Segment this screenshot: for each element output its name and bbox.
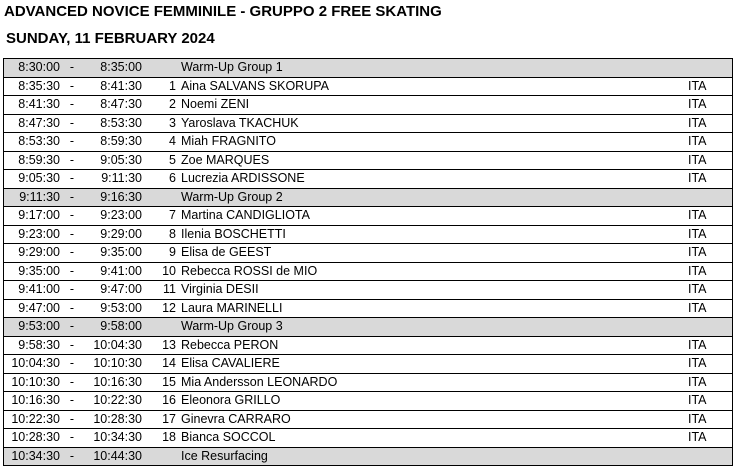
end-time: 9:23:00 — [84, 207, 142, 226]
start-number: 11 — [142, 281, 181, 300]
time-separator: - — [60, 225, 84, 244]
end-time: 9:29:00 — [84, 225, 142, 244]
nation-code: ITA — [688, 96, 733, 115]
skater-name: Eleonora GRILLO — [181, 392, 688, 411]
time-separator: - — [60, 96, 84, 115]
start-time: 9:47:00 — [4, 299, 61, 318]
schedule-skater-row — [4, 151, 733, 170]
start-time: 9:29:00 — [4, 244, 61, 263]
start-number — [142, 59, 181, 78]
schedule-skater-row — [4, 410, 733, 429]
schedule-break-row — [4, 447, 733, 466]
schedule-break-row — [4, 318, 733, 337]
skater-name: Rebecca ROSSI de MIO — [181, 262, 688, 281]
skater-name: Ginevra CARRARO — [181, 410, 688, 429]
schedule-skater-row — [4, 225, 733, 244]
end-time: 10:28:30 — [84, 410, 142, 429]
time-separator: - — [60, 188, 84, 207]
segment-label: Warm-Up Group 3 — [181, 318, 688, 337]
start-number: 17 — [142, 410, 181, 429]
start-number — [142, 188, 181, 207]
start-time: 9:23:00 — [4, 225, 61, 244]
start-time: 8:59:30 — [4, 151, 61, 170]
nation-code: ITA — [688, 299, 733, 318]
time-separator: - — [60, 133, 84, 152]
end-time: 9:53:00 — [84, 299, 142, 318]
skater-name: Ilenia BOSCHETTI — [181, 225, 688, 244]
nation-code: ITA — [688, 355, 733, 374]
segment-label: Ice Resurfacing — [181, 447, 688, 466]
end-time: 9:05:30 — [84, 151, 142, 170]
start-time: 9:53:00 — [4, 318, 61, 337]
end-time: 8:59:30 — [84, 133, 142, 152]
start-number: 16 — [142, 392, 181, 411]
start-number: 3 — [142, 114, 181, 133]
schedule-skater-row — [4, 392, 733, 411]
schedule-skater-row — [4, 355, 733, 374]
nation-code — [688, 447, 733, 466]
nation-code: ITA — [688, 244, 733, 263]
start-number — [142, 447, 181, 466]
time-separator: - — [60, 318, 84, 337]
start-time: 8:35:30 — [4, 77, 61, 96]
start-time: 10:16:30 — [4, 392, 61, 411]
page-title: ADVANCED NOVICE FEMMINILE - GRUPPO 2 FREE SKATING — [4, 3, 442, 20]
start-number: 15 — [142, 373, 181, 392]
end-time: 10:22:30 — [84, 392, 142, 411]
skater-name: Martina CANDIGLIOTA — [181, 207, 688, 226]
schedule-skater-row — [4, 207, 733, 226]
start-time: 9:17:00 — [4, 207, 61, 226]
nation-code: ITA — [688, 170, 733, 189]
end-time: 10:34:30 — [84, 429, 142, 448]
start-number: 8 — [142, 225, 181, 244]
time-separator: - — [60, 244, 84, 263]
skater-name: Aina SALVANS SKORUPA — [181, 77, 688, 96]
end-time: 10:04:30 — [84, 336, 142, 355]
schedule-skater-row — [4, 281, 733, 300]
start-time: 9:35:00 — [4, 262, 61, 281]
schedule-skater-row — [4, 244, 733, 263]
time-separator: - — [60, 281, 84, 300]
nation-code: ITA — [688, 225, 733, 244]
schedule-skater-row — [4, 133, 733, 152]
start-time: 8:53:30 — [4, 133, 61, 152]
time-separator: - — [60, 170, 84, 189]
start-time: 9:05:30 — [4, 170, 61, 189]
start-number: 9 — [142, 244, 181, 263]
nation-code: ITA — [688, 133, 733, 152]
start-number: 2 — [142, 96, 181, 115]
schedule-skater-row — [4, 336, 733, 355]
start-time: 9:41:00 — [4, 281, 61, 300]
time-separator: - — [60, 336, 84, 355]
end-time: 9:35:00 — [84, 244, 142, 263]
start-number: 10 — [142, 262, 181, 281]
start-time: 10:04:30 — [4, 355, 61, 374]
nation-code — [688, 59, 733, 78]
time-separator: - — [60, 207, 84, 226]
start-time: 10:34:30 — [4, 447, 61, 466]
skater-name: Elisa CAVALIERE — [181, 355, 688, 374]
nation-code — [688, 318, 733, 337]
nation-code: ITA — [688, 114, 733, 133]
start-time: 10:28:30 — [4, 429, 61, 448]
skater-name: Laura MARINELLI — [181, 299, 688, 318]
skater-name: Miah FRAGNITO — [181, 133, 688, 152]
time-separator: - — [60, 355, 84, 374]
segment-label: Warm-Up Group 1 — [181, 59, 688, 78]
end-time: 10:16:30 — [84, 373, 142, 392]
skater-name: Lucrezia ARDISSONE — [181, 170, 688, 189]
end-time: 10:44:30 — [84, 447, 142, 466]
start-time: 8:47:30 — [4, 114, 61, 133]
nation-code: ITA — [688, 410, 733, 429]
start-number: 18 — [142, 429, 181, 448]
start-number — [142, 318, 181, 337]
event-date: SUNDAY, 11 FEBRUARY 2024 — [6, 30, 215, 47]
start-time: 9:58:30 — [4, 336, 61, 355]
skater-name: Rebecca PERON — [181, 336, 688, 355]
end-time: 9:47:00 — [84, 281, 142, 300]
schedule-skater-row — [4, 429, 733, 448]
skater-name: Yaroslava TKACHUK — [181, 114, 688, 133]
nation-code: ITA — [688, 262, 733, 281]
start-number: 6 — [142, 170, 181, 189]
nation-code — [688, 188, 733, 207]
start-number: 7 — [142, 207, 181, 226]
end-time: 8:35:00 — [84, 59, 142, 78]
nation-code: ITA — [688, 373, 733, 392]
time-separator: - — [60, 77, 84, 96]
time-separator: - — [60, 447, 84, 466]
schedule-skater-row — [4, 170, 733, 189]
skater-name: Zoe MARQUES — [181, 151, 688, 170]
schedule-skater-row — [4, 114, 733, 133]
schedule-break-row — [4, 188, 733, 207]
end-time: 9:16:30 — [84, 188, 142, 207]
time-separator: - — [60, 59, 84, 78]
time-separator: - — [60, 262, 84, 281]
time-separator: - — [60, 410, 84, 429]
start-number: 14 — [142, 355, 181, 374]
start-time: 8:30:00 — [4, 59, 61, 78]
start-time: 10:22:30 — [4, 410, 61, 429]
skater-name: Noemi ZENI — [181, 96, 688, 115]
start-number: 13 — [142, 336, 181, 355]
start-time: 10:10:30 — [4, 373, 61, 392]
schedule-skater-row — [4, 96, 733, 115]
schedule-table — [3, 58, 733, 466]
time-separator: - — [60, 299, 84, 318]
nation-code: ITA — [688, 151, 733, 170]
time-separator: - — [60, 151, 84, 170]
time-separator: - — [60, 429, 84, 448]
nation-code: ITA — [688, 281, 733, 300]
start-number: 1 — [142, 77, 181, 96]
schedule-skater-row — [4, 77, 733, 96]
start-time: 9:11:30 — [4, 188, 61, 207]
nation-code: ITA — [688, 336, 733, 355]
start-number: 5 — [142, 151, 181, 170]
skater-name: Bianca SOCCOL — [181, 429, 688, 448]
skater-name: Elisa de GEEST — [181, 244, 688, 263]
schedule-skater-row — [4, 299, 733, 318]
end-time: 9:11:30 — [84, 170, 142, 189]
nation-code: ITA — [688, 207, 733, 226]
end-time: 10:10:30 — [84, 355, 142, 374]
skater-name: Mia Andersson LEONARDO — [181, 373, 688, 392]
nation-code: ITA — [688, 392, 733, 411]
start-number: 4 — [142, 133, 181, 152]
schedule-body — [4, 59, 733, 466]
end-time: 9:58:00 — [84, 318, 142, 337]
start-time: 8:41:30 — [4, 96, 61, 115]
nation-code: ITA — [688, 77, 733, 96]
time-separator: - — [60, 373, 84, 392]
time-separator: - — [60, 392, 84, 411]
end-time: 8:47:30 — [84, 96, 142, 115]
end-time: 8:53:30 — [84, 114, 142, 133]
schedule-skater-row — [4, 262, 733, 281]
segment-label: Warm-Up Group 2 — [181, 188, 688, 207]
start-number: 12 — [142, 299, 181, 318]
time-separator: - — [60, 114, 84, 133]
nation-code: ITA — [688, 429, 733, 448]
skater-name: Virginia DESII — [181, 281, 688, 300]
schedule-break-row — [4, 59, 733, 78]
schedule-skater-row — [4, 373, 733, 392]
end-time: 8:41:30 — [84, 77, 142, 96]
end-time: 9:41:00 — [84, 262, 142, 281]
